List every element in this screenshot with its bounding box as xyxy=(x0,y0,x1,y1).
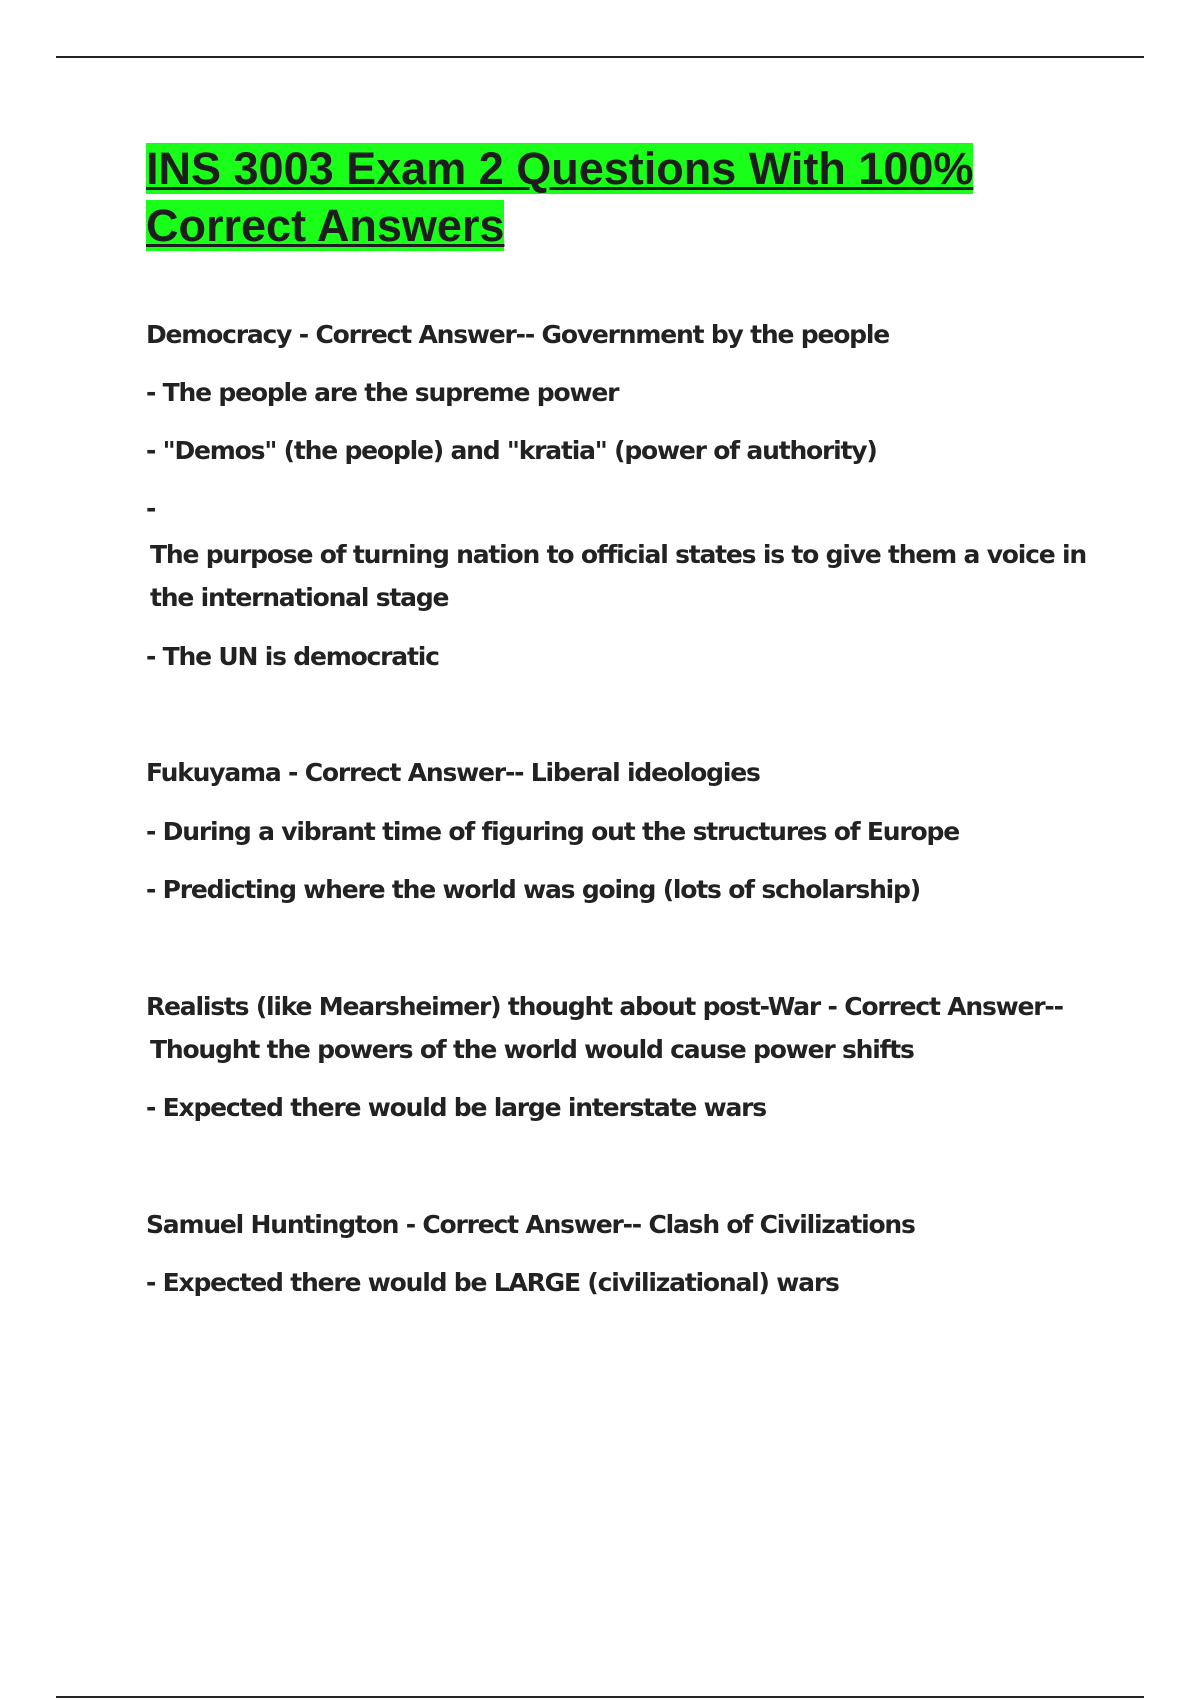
title-highlight: INS 3003 Exam 2 Questions With 100% Correct Answers xyxy=(146,143,974,251)
answer-point: - The people are the supreme power xyxy=(146,378,619,407)
answer-point: The purpose of turning nation to official states is to give them a voice in the international stage xyxy=(150,540,1086,612)
answer-point: - During a vibrant time of figuring out the structures of Europe xyxy=(146,817,959,846)
answer-point: - Expected there would be large interstate wars xyxy=(146,1093,766,1122)
answer-point: - Predicting where the world was going (lots of scholarship) xyxy=(146,875,920,904)
answer-point: - Expected there would be LARGE (civilizational) wars xyxy=(146,1268,839,1297)
answer-point: - The UN is democratic xyxy=(146,642,439,671)
footer-rule xyxy=(56,1696,1144,1698)
answer-point: - xyxy=(146,494,156,523)
document-title xyxy=(146,140,1086,254)
header-rule xyxy=(56,56,1144,58)
question-realists-continued: Thought the powers of the world would cause power shifts xyxy=(150,1035,914,1064)
answer-point: - "Demos" (the people) and "kratia" (power of authority) xyxy=(146,436,877,465)
question-fukuyama: Fukuyama - Correct Answer-- Liberal ideologies xyxy=(146,758,760,787)
question-democracy: Democracy - Correct Answer-- Government by the people xyxy=(146,320,890,349)
question-huntington: Samuel Huntington - Correct Answer-- Clash of Civilizations xyxy=(146,1210,915,1239)
question-realists: Realists (like Mearsheimer) thought about post-War - Correct Answer-- xyxy=(146,992,1063,1021)
